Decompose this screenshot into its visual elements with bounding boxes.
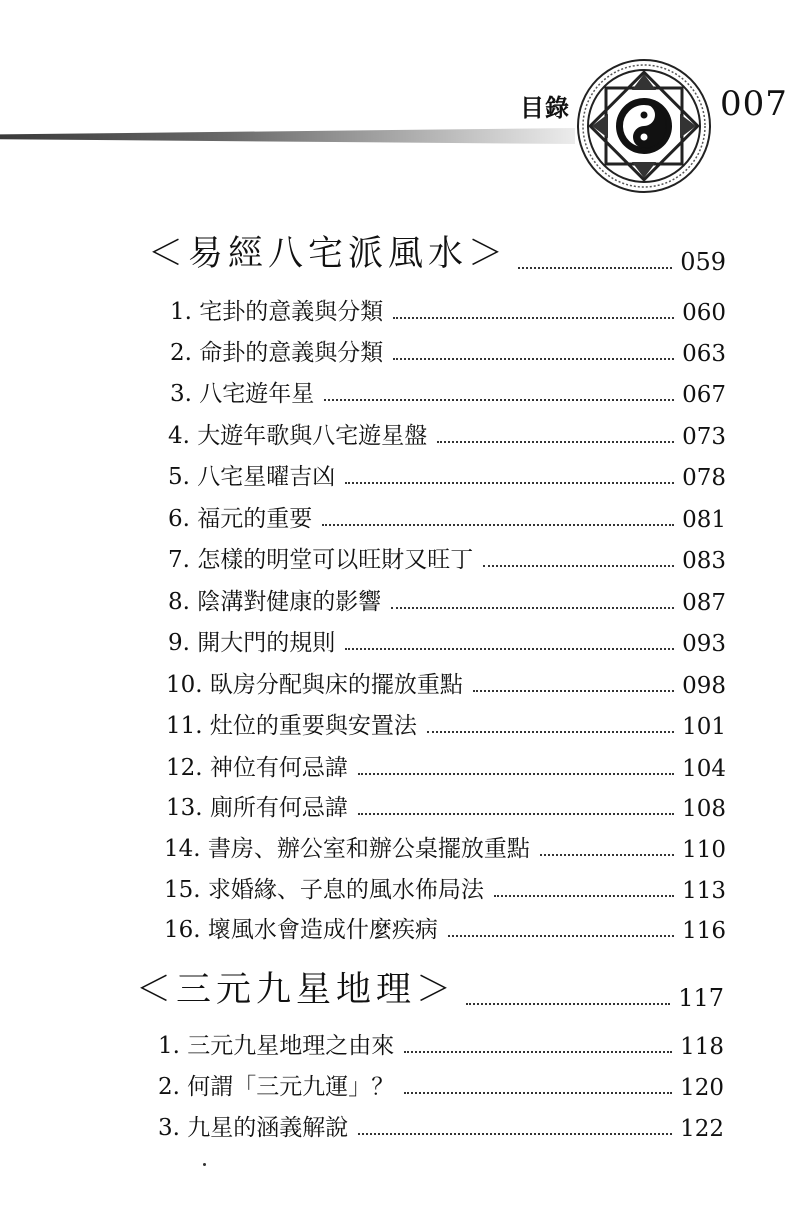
- entry-page: 122: [680, 1116, 724, 1142]
- entry-title: 14. 書房、辦公室和辦公桌擺放重點: [164, 836, 530, 862]
- dot-leader: [358, 773, 674, 775]
- dot-leader: [427, 731, 674, 733]
- entry-title: 3. 九星的涵義解說: [158, 1115, 349, 1141]
- dot-leader: [324, 399, 674, 401]
- entry-page: 083: [682, 548, 726, 574]
- dot-leader: [494, 895, 674, 897]
- entry-title: 13. 廁所有何忌諱: [166, 795, 348, 821]
- section-heading: [136, 966, 724, 1012]
- toc-entry: [158, 1069, 724, 1101]
- toc-entry: [166, 667, 726, 699]
- toc-entry: [168, 459, 726, 491]
- entry-page: 110: [682, 837, 726, 863]
- toc-entry: [168, 584, 726, 616]
- entry-page: 067: [682, 382, 726, 408]
- entry-title: 10. 臥房分配與床的擺放重點: [166, 672, 463, 698]
- entry-title: 11. 灶位的重要與安置法: [166, 713, 417, 739]
- dot-leader: [345, 482, 674, 484]
- entry-page: 063: [682, 341, 726, 367]
- dot-leader: [393, 317, 674, 319]
- section-title: ＜三元九星地理＞: [136, 970, 457, 1010]
- header-title: 目錄: [520, 94, 570, 122]
- dot-leader: [473, 690, 674, 692]
- toc-entry: [170, 294, 726, 326]
- entry-page: 081: [682, 507, 726, 533]
- entry-page: 113: [682, 878, 726, 904]
- toc-entry: [164, 912, 726, 944]
- dot-leader: [345, 648, 674, 650]
- entry-title: 2. 命卦的意義與分類: [170, 340, 384, 366]
- dot-leader: [322, 524, 674, 526]
- toc-entry: [166, 708, 726, 740]
- toc-entry: [164, 831, 726, 863]
- entry-page: 108: [682, 796, 726, 822]
- scan-speck: [203, 1163, 206, 1166]
- entry-page: 098: [682, 673, 726, 699]
- section-page: 059: [680, 248, 726, 276]
- dot-leader: [483, 565, 674, 567]
- dot-leader: [437, 441, 674, 443]
- entry-title: 16. 壞風水會造成什麼疾病: [164, 917, 438, 943]
- toc-entry: [168, 418, 726, 450]
- toc-entry: [164, 872, 726, 904]
- entry-title: 5. 八宅星曜吉凶: [168, 464, 336, 490]
- entry-title: 9. 開大門的規則: [168, 630, 336, 656]
- entry-title: 8. 陰溝對健康的影響: [168, 589, 382, 615]
- dot-leader: [391, 607, 674, 609]
- toc-entry: [168, 501, 726, 533]
- toc-entry: [166, 790, 726, 822]
- entry-page: 120: [680, 1075, 724, 1101]
- toc-entry: [170, 335, 726, 367]
- page-number: 007: [720, 84, 788, 124]
- entry-page: 087: [682, 590, 726, 616]
- entry-page: 078: [682, 465, 726, 491]
- dot-leader: [540, 854, 674, 856]
- entry-title: 4. 大遊年歌與八宅遊星盤: [168, 423, 428, 449]
- dot-leader: [404, 1051, 672, 1053]
- entry-page: 073: [682, 424, 726, 450]
- section-title: ＜易經八宅派風水＞: [148, 234, 509, 274]
- entry-title: 1. 三元九星地理之由來: [158, 1033, 395, 1059]
- toc-entry: [166, 750, 726, 782]
- entry-title: 15. 求婚緣、子息的風水佈局法: [164, 877, 484, 903]
- dot-leader: [358, 1133, 672, 1135]
- entry-title: 3. 八宅遊年星: [170, 381, 315, 407]
- dot-leader: [404, 1092, 672, 1094]
- entry-title: 12. 神位有何忌諱: [166, 755, 348, 781]
- dot-leader: [448, 935, 674, 937]
- entry-title: 7. 怎樣的明堂可以旺財又旺丁: [168, 547, 474, 573]
- dot-leader: [518, 267, 672, 269]
- toc-entry: [158, 1110, 724, 1142]
- toc-entry: [170, 376, 726, 408]
- entry-page: 118: [680, 1034, 724, 1060]
- entry-title: 1. 宅卦的意義與分類: [170, 299, 384, 325]
- dot-leader: [393, 358, 674, 360]
- section-page: 117: [678, 984, 724, 1012]
- entry-page: 093: [682, 631, 726, 657]
- entry-title: 2. 何謂「三元九運」？: [158, 1074, 395, 1100]
- entry-title: 6. 福元的重要: [168, 506, 313, 532]
- dot-leader: [466, 1003, 670, 1005]
- toc-entry: [168, 625, 726, 657]
- toc-entry: [158, 1028, 724, 1060]
- dot-leader: [358, 813, 674, 815]
- entry-page: 116: [682, 918, 726, 944]
- toc-entry: [168, 542, 726, 574]
- entry-page: 104: [682, 756, 726, 782]
- entry-page: 101: [682, 714, 726, 740]
- entry-page: 060: [682, 300, 726, 326]
- section-heading: [148, 230, 726, 276]
